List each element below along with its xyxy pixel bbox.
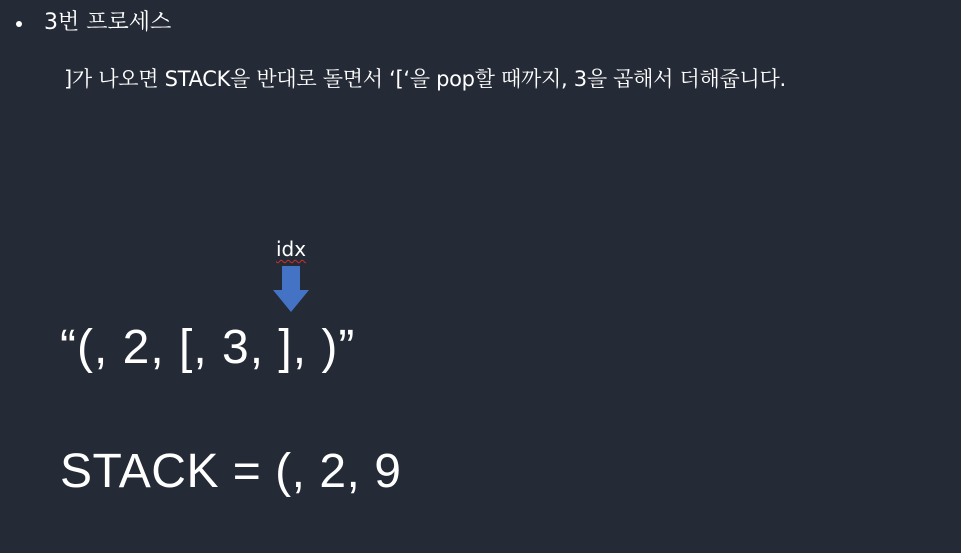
process-description: ]가 나오면 STACK을 반대로 돌면서 ‘[‘을 pop할 때까지, 3을 곱해서 더해줍니다. [64, 67, 786, 91]
down-arrow-icon [271, 264, 311, 314]
bullet-heading [16, 8, 171, 38]
down-arrow-shape [273, 266, 309, 312]
stack-state: STACK = (, 2, 9 [60, 445, 402, 498]
bracket-sequence: “(, 2, [, 3, ], )” [60, 321, 356, 374]
bullet-title: 3번 프로세스 [44, 10, 172, 35]
idx-label: idx [276, 237, 307, 261]
bullet-dot-icon [16, 21, 22, 27]
